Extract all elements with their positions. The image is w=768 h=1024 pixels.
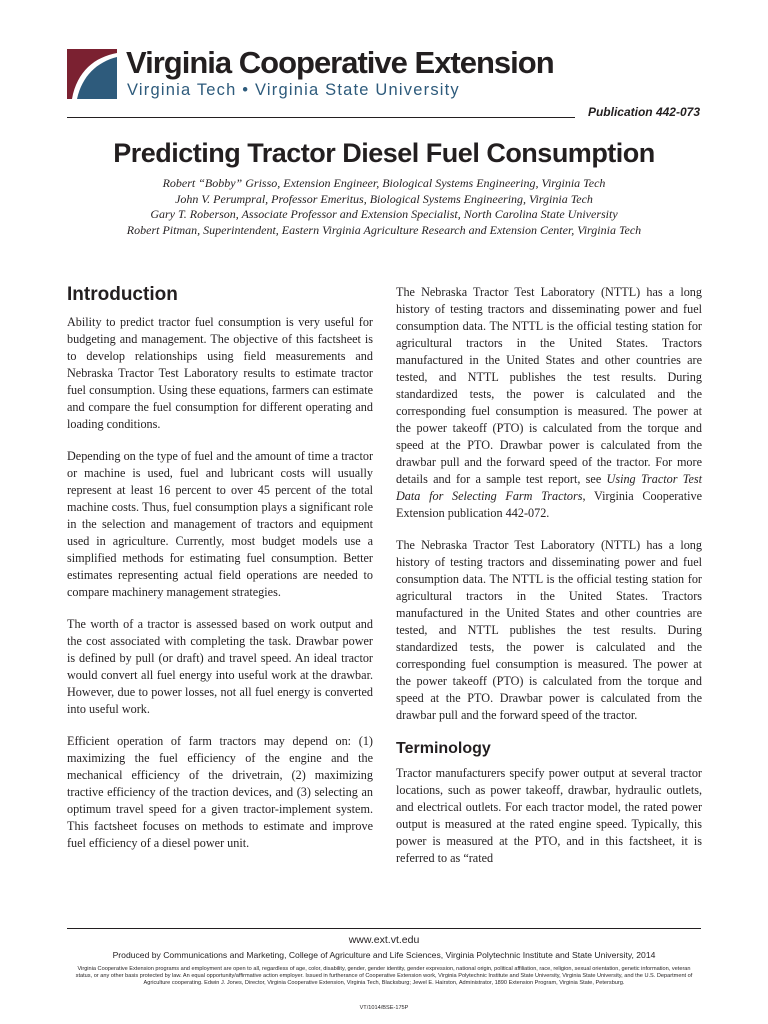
terminology-heading: Terminology (396, 740, 491, 757)
footer-legal-notice: Virginia Cooperative Extension programs and employment are open to all, regardless of age, color, disability, gender, gender identity, gender expression, national origin, political affiliation, race, religion, sexual orientation, genetic information, veteran status, or any other basis protected by law. An equal opportunity/affirmative action employer. Issued in furtherance of Cooperative Extension work, Virginia Polytechnic Institute and State University, Virginia State University, and the U.S. Department of Agriculture cooperating. Edwin J. Jones, Director, Virginia Cooperative Extension, Virginia Tech, Blacksburg; Jewel E. Hairston, Administrator, 1890 Extension Program, Virginia State, Petersburg. (75, 966, 693, 987)
author-line: Robert Pitman, Superintendent, Eastern Virginia Agriculture Research and Extension Center, Virginia Tech (126, 222, 642, 237)
logo-title: Virginia Cooperative Extension (126, 45, 554, 80)
author-list (0, 176, 768, 238)
author-line: Robert “Bobby” Grisso, Extension Engineer, Biological Systems Engineering, Virginia Tech (162, 176, 606, 190)
publication-number: Publication 442-073 (587, 105, 700, 119)
left-column (67, 284, 373, 867)
vce-logo-icon (67, 49, 117, 99)
publication-reference: Using Tractor Test Data for Selecting Farm Tractors (396, 472, 703, 503)
header-divider (67, 117, 575, 118)
footer-produced-by: Produced by Communications and Marketing, College of Agriculture and Life Sciences, Virginia Polytechnic Institute and State University, 2014 (112, 950, 656, 960)
paragraph-text: The Nebraska Tractor Test Laboratory (NTTL) has a long history of testing tractors and disseminating power and fuel consumption data. The NTTL is the official testing station for agricultural tractors in the United States. Tractors manufactured in the United States and other countries are tested, and NTTL publishes the test results. During standardized tests, the power is calculated and the corresponding fuel consumption is measured. The power at the power takeoff (PTO) is calculated from the torque and speed at the PTO. Drawbar power is calculated from the drawbar pull and the forward speed of the tractor. For more details and for a sample test report, see (396, 285, 702, 486)
author-line: John V. Perumpral, Professor Emeritus, Biological Systems Engineering, Virginia Tech (175, 191, 593, 206)
footer-divider (67, 928, 701, 929)
footer-url: www.ext.vt.edu (348, 934, 420, 946)
body-paragraph: The worth of a tractor is assessed based on work output and the cost associated with completing the task. Drawbar power is defined by pull (or draft) and travel speed. An ideal tractor would convert all fuel energy into useful work at the drawbar. However, due to power losses, not all fuel energy is converted into useful work. (67, 617, 373, 716)
introduction-heading: Introduction (67, 284, 178, 305)
body-paragraph: Efficient operation of farm tractors may depend on: (1) maximizing the fuel efficiency of the engine and the mechanical efficiency of the drivetrain, (2) maximizing tractive efficiency of the traction devices, and (3) selecting an optimum travel speed for a given tractor-implement system. This factsheet focuses on methods to estimate and improve fuel efficiency of a diesel power unit. (67, 734, 373, 850)
right-column (396, 284, 702, 885)
body-paragraph (396, 284, 702, 522)
body-paragraph: The Nebraska Tractor Test Laboratory (NTTL) has a long history of testing tractors and disseminating power and fuel consumption data. The NTTL is the official testing station for agricultural tractors in the United States. Tractors manufactured in the United States and other countries are tested, and NTTL publishes the test results. During standardized tests, the power is calculated and the corresponding fuel consumption is measured. The power at the power takeoff (PTO) is calculated from the torque and speed at the PTO. Drawbar power is calculated from the drawbar pull and the forward speed of the tractor. (396, 538, 702, 722)
document-title: Predicting Tractor Diesel Fuel Consumption (113, 138, 655, 168)
author-line: Gary T. Roberson, Associate Professor and Extension Specialist, North Carolina State University (150, 207, 618, 221)
body-paragraph: Tractor manufacturers specify power output at several tractor locations, such as power takeoff, drawbar, hydraulic outlets, and electrical outlets. For each tractor model, the rated power output is measured at the rated engine speed. Typically, this power is measured at the PTO, and in this factsheet, it is referred to as “rated (396, 766, 702, 865)
paragraph-text: , Virginia Cooperative Extension publication 442-072. (396, 489, 702, 520)
logo-subtitle: Virginia Tech • Virginia State University (127, 81, 460, 99)
body-paragraph: Ability to predict tractor fuel consumption is very useful for budgeting and management. The objective of this factsheet is to develop relationships using field measurements and Nebraska Tractor Test Laboratory results to estimate tractor fuel consumption. Using these equations, farmers can estimate and compare the fuel consumption for different operating and loading conditions. (67, 315, 373, 431)
footer-publication-code: VT/1014/BSE-175P (359, 1005, 409, 1011)
body-paragraph: Depending on the type of fuel and the amount of time a tractor or machine is used, fuel and lubricant costs will usually represent at least 16 percent to over 45 percent of the total machine costs. Thus, fuel consumption plays a significant role in the selection and management of tractors and equipment used in agriculture. Currently, most budget models use a simplified methods for estimating fuel consumption. Better estimates representing actual field operations are needed to compare machinery management strategies. (67, 449, 373, 599)
